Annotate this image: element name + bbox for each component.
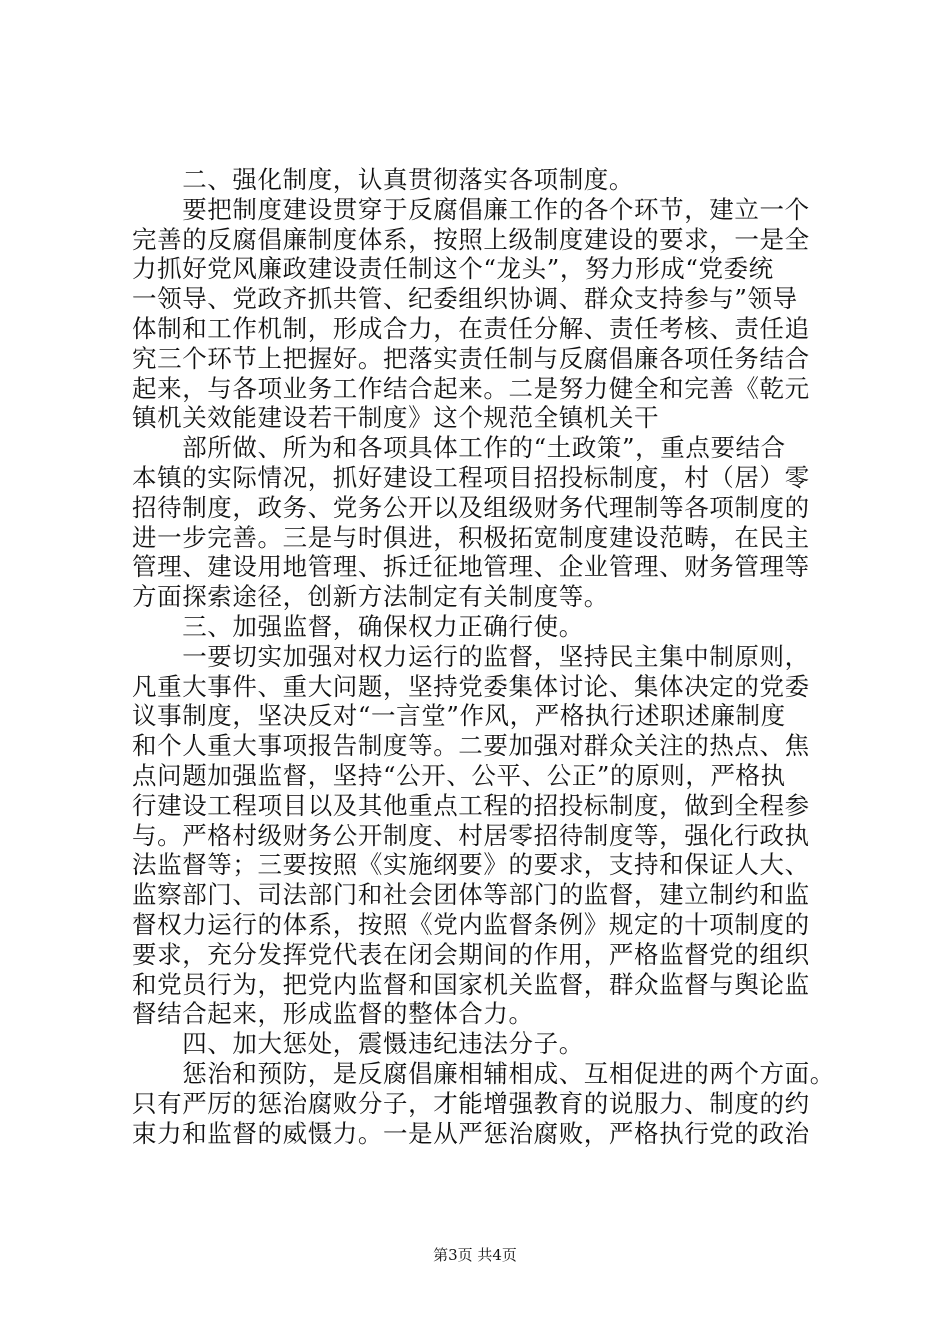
text-line: 起来，与各项业务工作结合起来。二是努力健全和完善《乾元 xyxy=(132,373,810,403)
text-line: 一领导、党政齐抓共管、纪委组织协调、群众支持参与”领导 xyxy=(132,284,798,314)
document-body xyxy=(132,165,835,1148)
text-line: 本镇的实际情况，抓好建设工程项目招投标制度，村（居）零 xyxy=(132,462,810,492)
text-line: 部所做、所为和各项具体工作的“土政策”，重点要结合 xyxy=(132,433,786,463)
text-line: 束力和监督的威慑力。一是从严惩治腐败，严格执行党的政治 xyxy=(132,1118,810,1148)
text-line: 力抓好党风廉政建设责任制这个“龙头”，努力形成“党委统 xyxy=(132,254,774,284)
text-line: 督结合起来，形成监督的整体合力。 xyxy=(132,999,534,1029)
text-line: 三、加强监督，确保权力正确行使。 xyxy=(132,611,584,641)
text-line: 镇机关效能建设若干制度》这个规范全镇机关干 xyxy=(132,403,660,433)
text-line: 督权力运行的体系，按照《党内监督条例》规定的十项制度的 xyxy=(132,909,810,939)
text-line: 和个人重大事项报告制度等。二要加强对群众关注的热点、焦 xyxy=(132,731,810,761)
text-line: 招待制度，政务、党务公开以及组级财务代理制等各项制度的 xyxy=(132,492,810,522)
text-line: 凡重大事件、重大问题，坚持党委集体讨论、集体决定的党委 xyxy=(132,671,810,701)
text-line: 四、加大惩处，震慑违纪违法分子。 xyxy=(132,1029,584,1059)
text-line: 管理、建设用地管理、拆迁征地管理、企业管理、财务管理等 xyxy=(132,552,810,582)
text-line: 惩治和预防，是反腐倡廉相辅相成、互相促进的两个方面。 xyxy=(132,1058,835,1088)
text-line: 与。严格村级财务公开制度、村居零招待制度等，强化行政执 xyxy=(132,820,810,850)
text-line: 行建设工程项目以及其他重点工程的招投标制度，做到全程参 xyxy=(132,790,810,820)
text-line: 二、强化制度，认真贯彻落实各项制度。 xyxy=(132,165,634,194)
text-line: 究三个环节上把握好。把落实责任制与反腐倡廉各项任务结合 xyxy=(132,343,810,373)
text-line: 要求，充分发挥党代表在闭会期间的作用，严格监督党的组织 xyxy=(132,939,810,969)
page-number-footer: 第3页 共4页 xyxy=(433,1246,517,1264)
text-line: 法监督等；三要按照《实施纲要》的要求，支持和保证人大、 xyxy=(132,850,810,880)
text-line: 体制和工作机制，形成合力，在责任分解、责任考核、责任追 xyxy=(132,313,810,343)
text-line: 方面探索途径，创新方法制定有关制度等。 xyxy=(132,582,609,612)
text-line: 和党员行为，把党内监督和国家机关监督，群众监督与舆论监 xyxy=(132,969,810,999)
text-line: 只有严厉的惩治腐败分子，才能增强教育的说服力、制度的约 xyxy=(132,1088,810,1118)
text-line: 完善的反腐倡廉制度体系，按照上级制度建设的要求，一是全 xyxy=(132,224,810,254)
text-line: 要把制度建设贯穿于反腐倡廉工作的各个环节，建立一个 xyxy=(132,194,810,224)
text-line: 监察部门、司法部门和社会团体等部门的监督，建立制约和监 xyxy=(132,880,810,910)
text-line: 点问题加强监督，坚持“公开、公平、公正”的原则，严格执 xyxy=(132,760,786,790)
text-line: 进一步完善。三是与时俱进，积极拓宽制度建设范畴，在民主 xyxy=(132,522,810,552)
text-line: 一要切实加强对权力运行的监督，坚持民主集中制原则， xyxy=(132,641,810,671)
text-line: 议事制度，坚决反对“一言堂”作风，严格执行述职述廉制度 xyxy=(132,701,786,731)
